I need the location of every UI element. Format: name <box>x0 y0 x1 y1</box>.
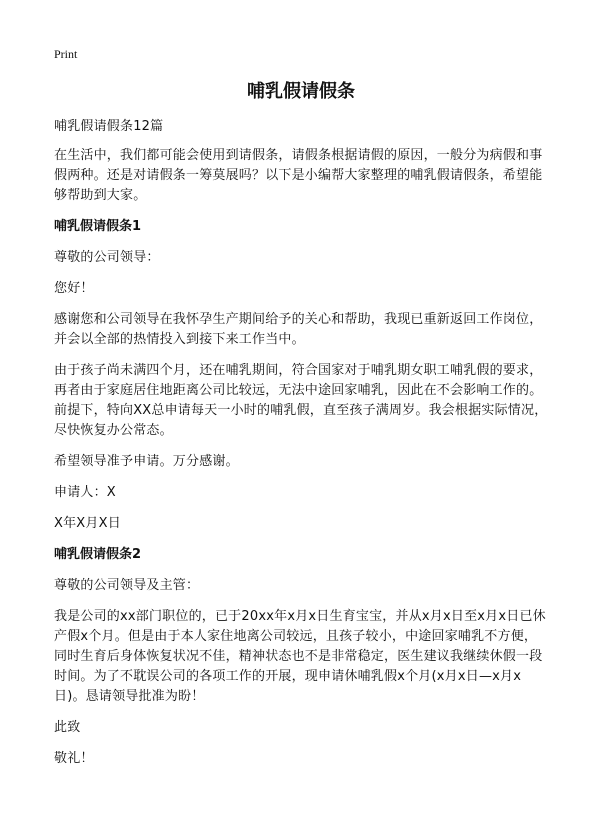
document-title: 哺乳假请假条 <box>247 81 355 102</box>
body-paragraph: 感谢您和公司领导在我怀孕生产期间给予的关心和帮助，我现已重新返回工作岗位，并会以全部的热情投入到接下来工作当中。 <box>54 312 543 347</box>
salutation: 尊敬的公司领导及主管： <box>54 578 200 593</box>
salutation: 尊敬的公司领导： <box>54 250 160 265</box>
section-heading: 哺乳假请假条1 <box>54 219 142 234</box>
closing-line: 此致 <box>54 720 81 735</box>
body-paragraph: 由于孩子尚未满四个月，还在哺乳期间，符合国家对于哺乳期女职工哺乳假的要求，再者由于家庭居住地距离公司比较远，无法中途回家哺乳，因此在不会影响工作的。前提下，特向XX总申请每天一小时的哺乳假，直至孩子满周岁。我会根据实际情况，尽快恢复办公常态。 <box>54 363 548 438</box>
section-heading: 哺乳假请假条2 <box>54 547 142 562</box>
section-2 <box>54 545 548 769</box>
document-subtitle: 哺乳假请假条12篇 <box>54 119 164 134</box>
date-line: X年X月X日 <box>54 516 121 531</box>
closing-paragraph: 希望领导准予申请。万分感谢。 <box>54 454 239 469</box>
closing-line: 敬礼！ <box>54 751 94 766</box>
applicant-line: 申请人：X <box>54 485 116 500</box>
intro-paragraph: 在生活中，我们都可能会使用到请假条，请假条根据请假的原因，一般分为病假和事假两种。还是对请假条一筹莫展吗？以下是小编帮大家整理的哺乳假请假条，希望能够帮助到大家。 <box>54 148 543 203</box>
print-label: Print <box>54 47 78 61</box>
section-1 <box>54 217 548 534</box>
body-paragraph: 我是公司的xx部门职位的，已于20xx年x月x日生育宝宝，并从x月x日至x月x日已休产假x个月。但是由于本人家住地离公司较远，且孩子较小，中途回家哺乳不方便，同时生育后身体恢复状况不佳，精神状态也不是非常稳定，医生建议我继续休假一段时间。为了不耽误公司的各项工作的开展，现申请休哺乳假x个月(x月x日—x月x日)。恳请领导批准为盼！ <box>54 609 546 704</box>
greeting: 您好！ <box>54 281 94 296</box>
